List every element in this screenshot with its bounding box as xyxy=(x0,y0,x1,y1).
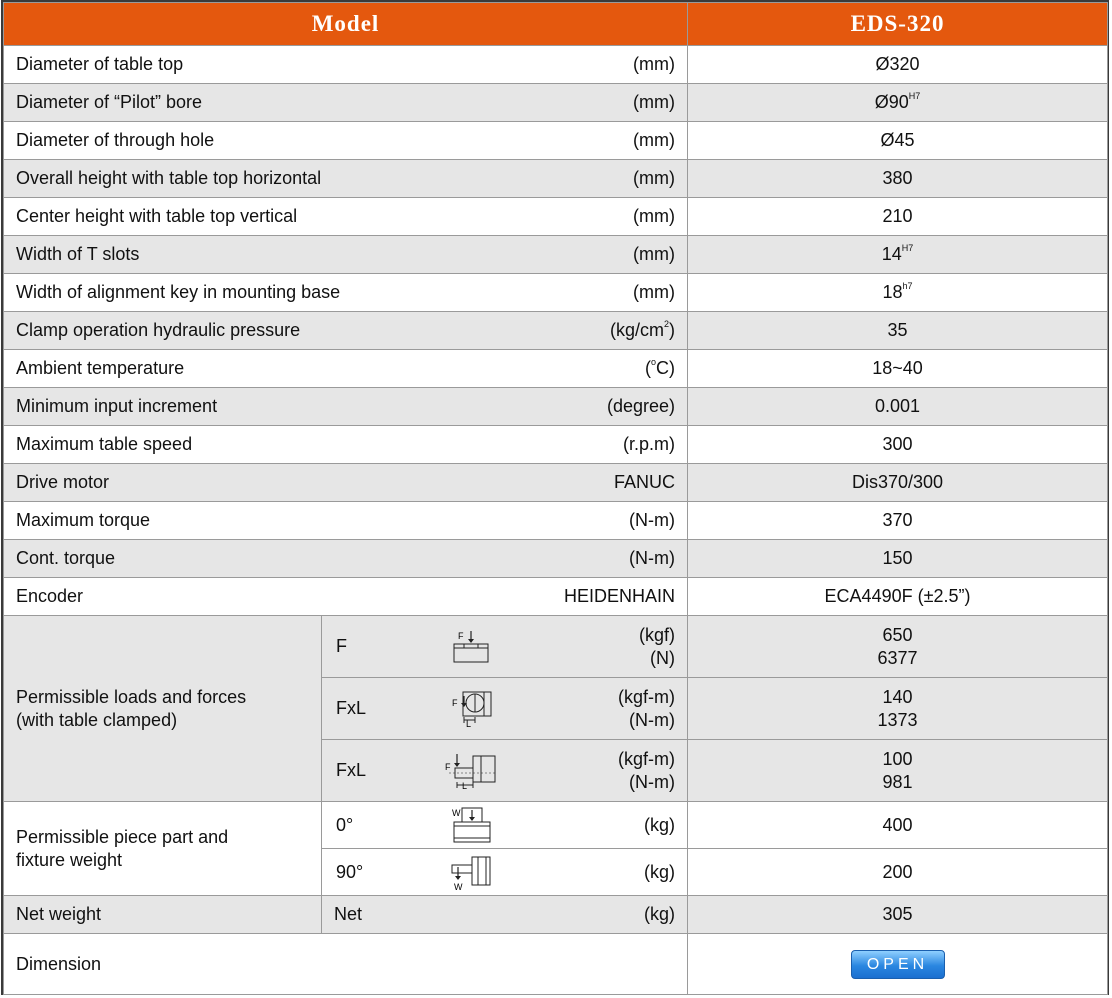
weight-unit: (kg) xyxy=(644,861,676,882)
spec-value: 380 xyxy=(882,168,913,188)
load-value-2: 981 xyxy=(882,771,913,792)
weight-value: 200 xyxy=(688,849,1108,896)
spec-label: Ambient temperature xyxy=(16,358,185,378)
spec-row xyxy=(4,388,1108,426)
spec-unit: (mm) xyxy=(633,92,676,112)
header-model-label: Model xyxy=(4,3,688,46)
spec-row xyxy=(4,426,1108,464)
spec-label: Center height with table top vertical xyxy=(16,206,298,226)
spec-row xyxy=(4,274,1108,312)
spec-label: Minimum input increment xyxy=(16,396,218,416)
svg-text:W: W xyxy=(452,808,461,818)
spec-value: 18~40 xyxy=(872,358,923,378)
load-value-1: 140 xyxy=(882,686,913,707)
svg-text:F: F xyxy=(458,630,464,641)
open-dimension-button[interactable]: OPEN xyxy=(851,950,945,979)
load-unit-2: (N-m) xyxy=(629,709,676,730)
header-model-value: EDS-320 xyxy=(688,3,1108,46)
vertical-moment-diagram-icon xyxy=(426,752,516,790)
load-item-name: FxL xyxy=(336,760,367,780)
spec-row xyxy=(4,540,1108,578)
spec-row xyxy=(4,198,1108,236)
spec-value: Ø90 xyxy=(874,92,909,112)
spec-row xyxy=(4,84,1108,122)
svg-text:W: W xyxy=(454,882,463,891)
spec-table-container xyxy=(1,0,1109,995)
spec-unit: (mm) xyxy=(633,168,676,188)
spec-row xyxy=(4,464,1108,502)
svg-text:F: F xyxy=(452,697,458,708)
spec-unit: $(kg/cm^2)$ xyxy=(610,319,676,340)
load-value-1: 650 xyxy=(882,624,913,645)
net-weight-unit: (kg) xyxy=(644,904,676,924)
spec-label: Diameter of “Pilot” bore xyxy=(16,92,203,112)
spec-unit: (mm) xyxy=(633,244,676,264)
load-value-2: 1373 xyxy=(877,709,918,730)
spec-value: 150 xyxy=(882,548,913,568)
load-unit-1: (kgf-m) xyxy=(618,686,676,707)
vertical-load-diagram-icon xyxy=(426,853,516,891)
svg-text:L: L xyxy=(462,780,468,790)
spec-row xyxy=(4,350,1108,388)
weight-label-2: fixture weight xyxy=(16,849,123,870)
spec-value: ECA4490F (±2.5”) xyxy=(824,586,971,606)
loads-label-1: Permissible loads and forces xyxy=(16,686,247,707)
spec-unit: (mm) xyxy=(633,206,676,226)
spec-row xyxy=(4,312,1108,350)
spec-unit: (mm) xyxy=(633,54,676,74)
weight-label-1: Permissible piece part and xyxy=(16,826,229,847)
spec-unit: (N-m) xyxy=(629,548,676,568)
net-weight-value: 305 xyxy=(688,896,1108,934)
spec-value: 18 xyxy=(882,282,903,302)
weight-item-name: 90° xyxy=(336,861,364,882)
dimension-label: Dimension xyxy=(4,934,688,995)
spec-unit: FANUC xyxy=(614,472,676,492)
spec-label: Overall height with table top horizontal xyxy=(16,168,322,188)
spec-value-sup: H7 xyxy=(908,91,921,101)
svg-text:L: L xyxy=(466,718,472,728)
spec-value: Ø320 xyxy=(875,54,920,74)
spec-value: 210 xyxy=(882,206,913,226)
spec-value: Dis370/300 xyxy=(851,472,944,492)
spec-unit: HEIDENHAIN xyxy=(564,586,676,606)
weight-row xyxy=(4,802,1108,849)
spec-value-sup: H7 xyxy=(901,243,914,253)
spec-row xyxy=(4,46,1108,84)
axial-force-diagram-icon xyxy=(426,630,516,664)
spec-row xyxy=(4,236,1108,274)
spec-table xyxy=(3,2,1108,995)
tilting-moment-diagram-icon xyxy=(426,690,516,728)
spec-unit: (mm) xyxy=(633,282,676,302)
load-item-name: F xyxy=(336,636,347,656)
loads-label-2: (with table clamped) xyxy=(16,709,178,730)
load-item-name: FxL xyxy=(336,698,367,718)
weight-item-name: 0° xyxy=(336,814,354,835)
load-value-1: 100 xyxy=(882,748,913,769)
net-weight-name: Net xyxy=(334,904,363,924)
dimension-row xyxy=(4,934,1108,995)
spec-value: 0.001 xyxy=(874,396,921,416)
spec-value: 370 xyxy=(882,510,913,530)
spec-label: Maximum torque xyxy=(16,510,151,530)
load-unit-2: (N-m) xyxy=(629,771,676,792)
spec-row xyxy=(4,122,1108,160)
spec-unit: ($^o$C) xyxy=(645,357,676,378)
svg-text:F: F xyxy=(445,761,451,772)
spec-label: Diameter of through hole xyxy=(16,130,215,150)
spec-label: Clamp operation hydraulic pressure xyxy=(16,320,301,340)
load-value-2: 6377 xyxy=(877,647,918,668)
spec-label: Diameter of table top xyxy=(16,54,184,74)
spec-label: Width of alignment key in mounting base xyxy=(16,282,341,302)
spec-label: Cont. torque xyxy=(16,548,116,568)
loads-row xyxy=(4,616,1108,678)
spec-row xyxy=(4,502,1108,540)
load-unit-1: (kgf-m) xyxy=(618,748,676,769)
load-unit-1: (kgf) xyxy=(639,624,676,645)
spec-label: Drive motor xyxy=(16,472,110,492)
load-unit-2: (N) xyxy=(650,647,676,668)
spec-label: Encoder xyxy=(16,586,84,606)
spec-label: Maximum table speed xyxy=(16,434,193,454)
weight-unit: (kg) xyxy=(644,814,676,835)
spec-unit: (degree) xyxy=(606,396,676,416)
spec-value: 14 xyxy=(881,244,902,264)
spec-row xyxy=(4,578,1108,616)
spec-unit: (N-m) xyxy=(629,510,676,530)
spec-label: Width of T slots xyxy=(16,244,140,264)
spec-value-sup: h7 xyxy=(902,281,913,291)
spec-value: 35 xyxy=(887,320,908,340)
net-weight-label: Net weight xyxy=(4,896,322,934)
spec-unit: (r.p.m) xyxy=(623,434,676,454)
weight-value: 400 xyxy=(688,802,1108,849)
spec-row xyxy=(4,160,1108,198)
spec-value: Ø45 xyxy=(880,130,915,150)
horizontal-load-diagram-icon xyxy=(426,806,516,844)
spec-unit: (mm) xyxy=(633,130,676,150)
spec-value: 300 xyxy=(882,434,913,454)
net-weight-row xyxy=(4,896,1108,934)
